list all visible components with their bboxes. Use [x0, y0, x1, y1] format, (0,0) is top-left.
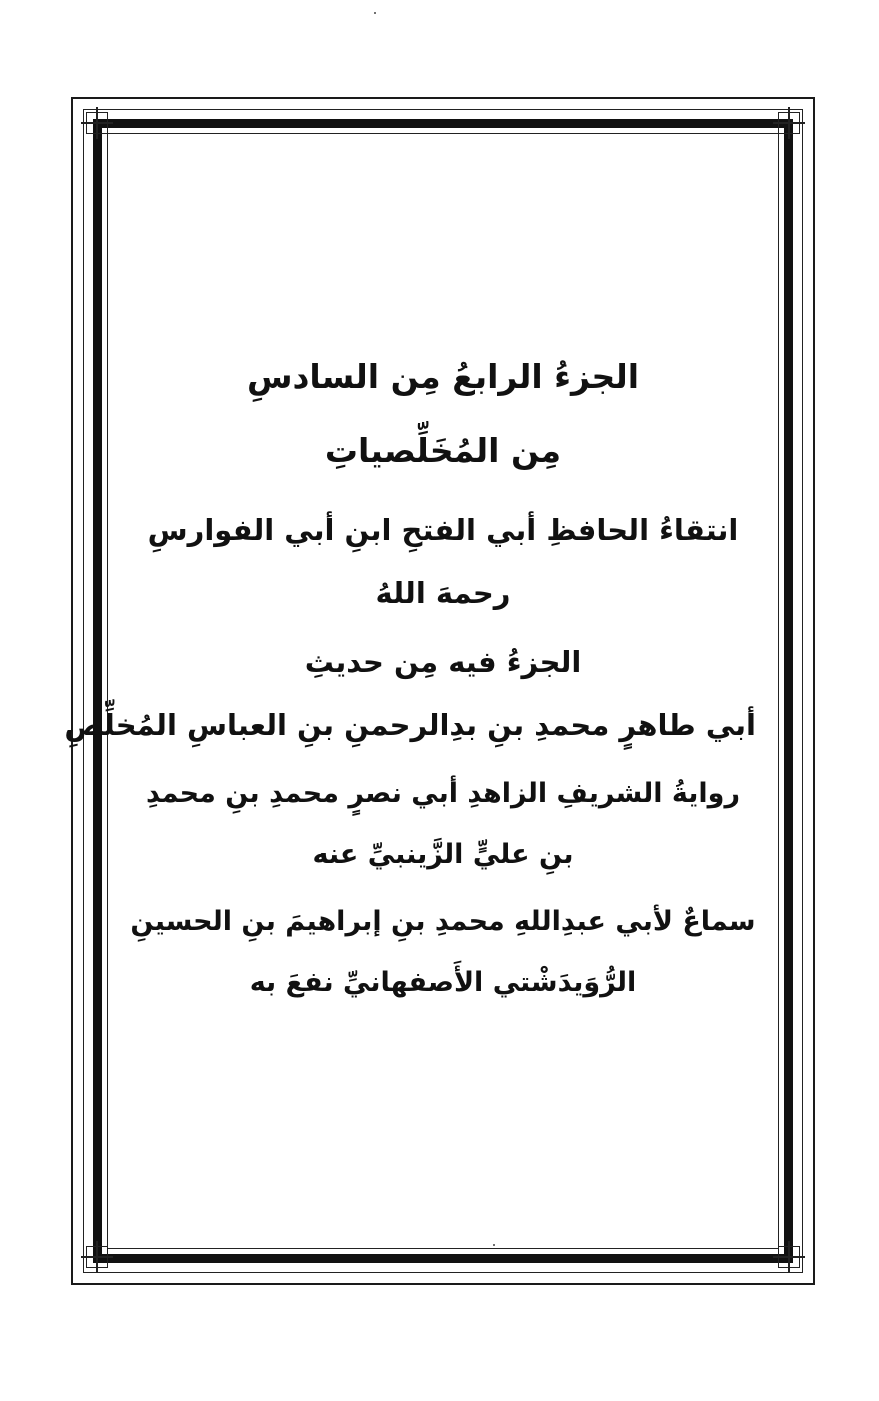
title-line-2: مِن المُخَلِّصياتِ — [324, 431, 562, 470]
title-page-text — [64, 340, 756, 1003]
audition-line-2: الرُّوَيدَشْتي الأَصفهانيِّ نفعَ به — [249, 967, 637, 998]
narration-line-2: بنِ عليٍّ الزَّينبيِّ عنه — [312, 839, 574, 870]
hadith-intro-line: الجزءُ فيه مِن حديثِ — [304, 645, 582, 679]
audition-line-1: سماعٌ لأبي عبدِاللهِ محمدِ بنِ إبراهيمَ بنِ الحسينِ — [130, 906, 756, 937]
corner-ornament-bottom-left — [86, 1246, 108, 1268]
corner-ornament-top-right — [778, 112, 800, 134]
corner-ornament-top-left — [86, 112, 108, 134]
author-name-line: أبي طاهرٍ محمدِ بنِ بدِالرحمنِ بنِ العباسِ المُخلِّصِ — [64, 708, 756, 742]
scan-speck — [493, 1244, 495, 1246]
selection-line: انتقاءُ الحافظِ أبي الفتحِ ابنِ أبي الفوارسِ — [147, 513, 739, 547]
narration-line-1: روايةُ الشريفِ الزاهدِ أبي نصرٍ محمدِ بنِ محمدِ — [145, 778, 741, 809]
blessing-line: رحمهَ اللهُ — [375, 576, 511, 610]
title-line-1: الجزءُ الرابعُ مِن السادسِ — [246, 357, 640, 396]
scan-speck — [374, 12, 376, 14]
corner-ornament-bottom-right — [778, 1246, 800, 1268]
